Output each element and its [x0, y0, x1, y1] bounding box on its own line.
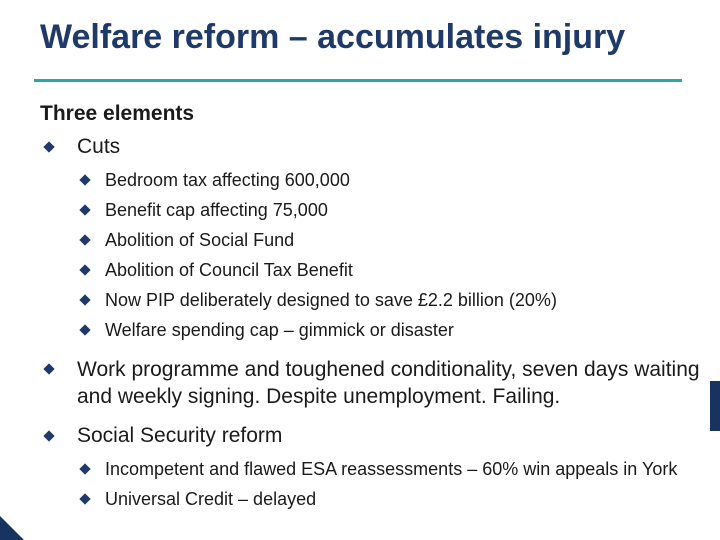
bullet-work-programme [40, 356, 700, 410]
corner-decoration [0, 516, 24, 540]
sub-bullet [40, 288, 700, 312]
sub-bullet-label: Benefit cap affecting 75,000 [105, 200, 328, 220]
sub-bullet-label: Incompetent and flawed ESA reassessments – 60% win appeals in York [105, 459, 678, 479]
cuts-sublist [40, 168, 700, 342]
sub-bullet-label: Abolition of Council Tax Benefit [105, 260, 353, 280]
sub-bullet [40, 487, 700, 511]
sub-bullet [40, 198, 700, 222]
sub-bullet-label: Abolition of Social Fund [105, 230, 295, 250]
edge-decoration [710, 381, 720, 431]
sub-bullet [40, 168, 700, 192]
social-security-sublist [40, 457, 700, 511]
slide-body [40, 101, 700, 511]
bullet-label: Work programme and toughened conditionality, seven days waiting and weekly signing. Despite unemployment. Failing. [77, 358, 700, 408]
slide-title: Welfare reform – accumulates injury [40, 18, 626, 56]
bullet-label: Cuts [77, 135, 121, 158]
sub-bullet [40, 228, 700, 252]
sub-bullet-label: Bedroom tax affecting 600,000 [105, 170, 350, 190]
section-heading: Three elements [40, 102, 195, 125]
bullet-social-security [40, 423, 700, 449]
bullet-cuts [40, 134, 700, 160]
sub-bullet [40, 318, 700, 342]
sub-bullet [40, 258, 700, 282]
sub-bullet-label: Universal Credit – delayed [105, 489, 317, 509]
sub-bullet-label: Now PIP deliberately designed to save £2.2 billion (20%) [105, 290, 557, 310]
sub-bullet-label: Welfare spending cap – gimmick or disaster [105, 320, 454, 340]
sub-bullet [40, 457, 700, 481]
bullet-label: Social Security reform [77, 424, 283, 447]
title-divider [34, 79, 682, 82]
